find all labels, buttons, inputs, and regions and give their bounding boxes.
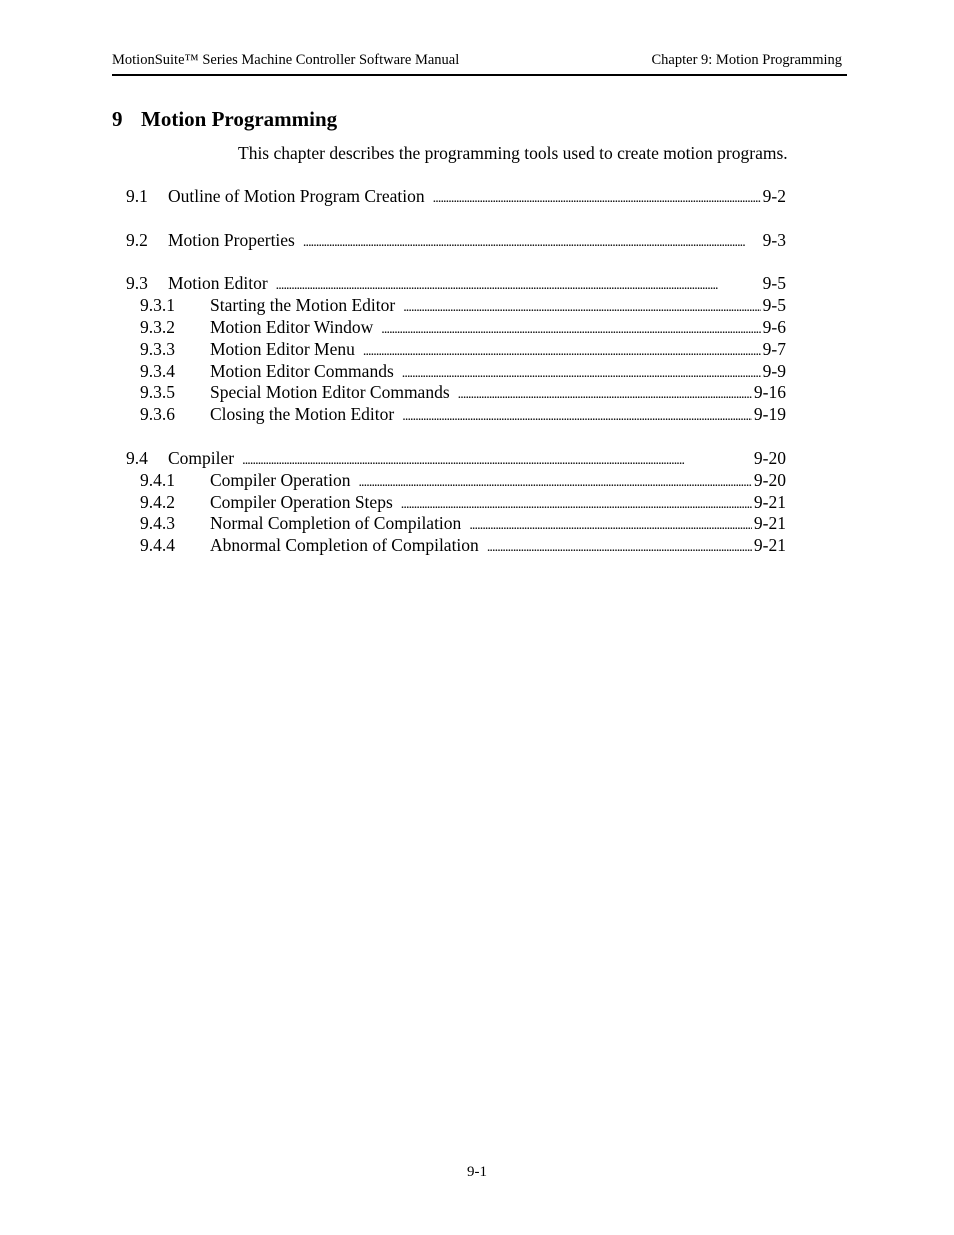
toc-entry-page: 9-19 <box>753 404 786 424</box>
chapter-heading <box>112 107 337 132</box>
toc-entry-number: 9.4 <box>126 448 148 468</box>
chapter-number: 9 <box>112 107 123 131</box>
toc-leader-dots <box>401 491 752 513</box>
manual-title: MotionSuite™ Series Machine Controller Software Manual <box>112 52 460 68</box>
toc-entry-page: 9-7 <box>762 339 786 359</box>
toc-entry-page: 9-5 <box>762 295 786 315</box>
toc-entry-label: Closing the Motion Editor <box>210 404 395 424</box>
toc-leader-dots <box>402 360 761 382</box>
toc-entry-page: 9-6 <box>762 317 786 337</box>
page-number: 9-1 <box>467 1164 487 1180</box>
toc-entry-label: Starting the Motion Editor <box>210 295 396 315</box>
toc-entry[interactable] <box>126 447 786 469</box>
toc-entry-page: 9-3 <box>762 230 786 250</box>
toc-entry-label: Compiler Operation <box>210 470 351 490</box>
toc-entry-label: Outline of Motion Program Creation <box>168 186 425 206</box>
toc-subentry[interactable] <box>140 403 786 425</box>
chapter-title: Motion Programming <box>141 107 338 131</box>
toc-entry-number: 9.4.4 <box>140 535 175 555</box>
toc-leader-dots <box>303 229 761 251</box>
toc-entry-number: 9.1 <box>126 186 148 206</box>
toc-entry-page: 9-5 <box>762 273 786 293</box>
toc-subentry[interactable] <box>140 512 786 534</box>
toc-entry-page: 9-21 <box>753 535 786 555</box>
toc-subentry[interactable] <box>140 381 786 403</box>
toc-entry[interactable] <box>126 229 786 251</box>
chapter-intro: This chapter describes the programming tools used to create motion programs. <box>238 143 788 163</box>
toc-entry-number: 9.3.2 <box>140 317 175 337</box>
toc-entry-number: 9.4.1 <box>140 470 175 490</box>
toc-leader-dots <box>363 338 761 360</box>
toc-leader-dots <box>458 381 752 403</box>
toc-subentry[interactable] <box>140 316 786 338</box>
toc-entry-number: 9.3.6 <box>140 404 175 424</box>
toc-entry-number: 9.3.4 <box>140 361 175 381</box>
toc-subentry[interactable] <box>140 534 786 556</box>
toc-entry-number: 9.3.3 <box>140 339 175 359</box>
toc-entry-page: 9-20 <box>753 448 786 468</box>
toc-entry-page: 9-2 <box>762 186 786 206</box>
toc-entry-page: 9-9 <box>762 361 786 381</box>
toc-entry-label: Motion Editor <box>168 273 268 293</box>
toc-entry-number: 9.3 <box>126 273 148 293</box>
toc-entry-number: 9.4.2 <box>140 492 175 512</box>
toc-entry-number: 9.2 <box>126 230 148 250</box>
toc-leader-dots <box>469 512 752 534</box>
toc-entry-page: 9-16 <box>753 382 786 402</box>
toc-entry-label: Motion Editor Window <box>210 317 374 337</box>
toc-subentry[interactable] <box>140 338 786 360</box>
toc-entry-label: Motion Properties <box>168 230 295 250</box>
toc-subentry[interactable] <box>140 360 786 382</box>
toc-entry-page: 9-20 <box>753 470 786 490</box>
toc-leader-dots <box>487 534 752 556</box>
toc-leader-dots <box>403 294 760 316</box>
toc-entry-label: Motion Editor Menu <box>210 339 355 359</box>
chapter-reference: Chapter 9: Motion Programming <box>651 52 842 68</box>
toc-leader-dots <box>402 403 752 425</box>
toc-entry-label: Normal Completion of Compilation <box>210 513 462 533</box>
toc-entry-label: Compiler <box>168 448 235 468</box>
toc-entry[interactable] <box>126 272 786 294</box>
toc-entry-number: 9.4.3 <box>140 513 175 533</box>
toc-entry-number: 9.3.5 <box>140 382 175 402</box>
toc-entry-label: Motion Editor Commands <box>210 361 394 381</box>
toc-leader-dots <box>276 272 761 294</box>
toc-entry[interactable] <box>126 185 786 207</box>
toc-leader-dots <box>381 316 760 338</box>
toc-entry-number: 9.3.1 <box>140 295 175 315</box>
page-header <box>112 52 847 76</box>
toc-entry-label: Special Motion Editor Commands <box>210 382 450 402</box>
toc-leader-dots <box>433 185 761 207</box>
toc-subentry[interactable] <box>140 294 786 316</box>
toc-subentry[interactable] <box>140 469 786 491</box>
toc-leader-dots <box>358 469 751 491</box>
toc-entry-page: 9-21 <box>753 513 786 533</box>
toc-leader-dots <box>242 447 752 469</box>
toc-entry-label: Compiler Operation Steps <box>210 492 393 512</box>
toc-subentry[interactable] <box>140 491 786 513</box>
toc-entry-page: 9-21 <box>753 492 786 512</box>
toc-entry-label: Abnormal Completion of Compilation <box>210 535 479 555</box>
